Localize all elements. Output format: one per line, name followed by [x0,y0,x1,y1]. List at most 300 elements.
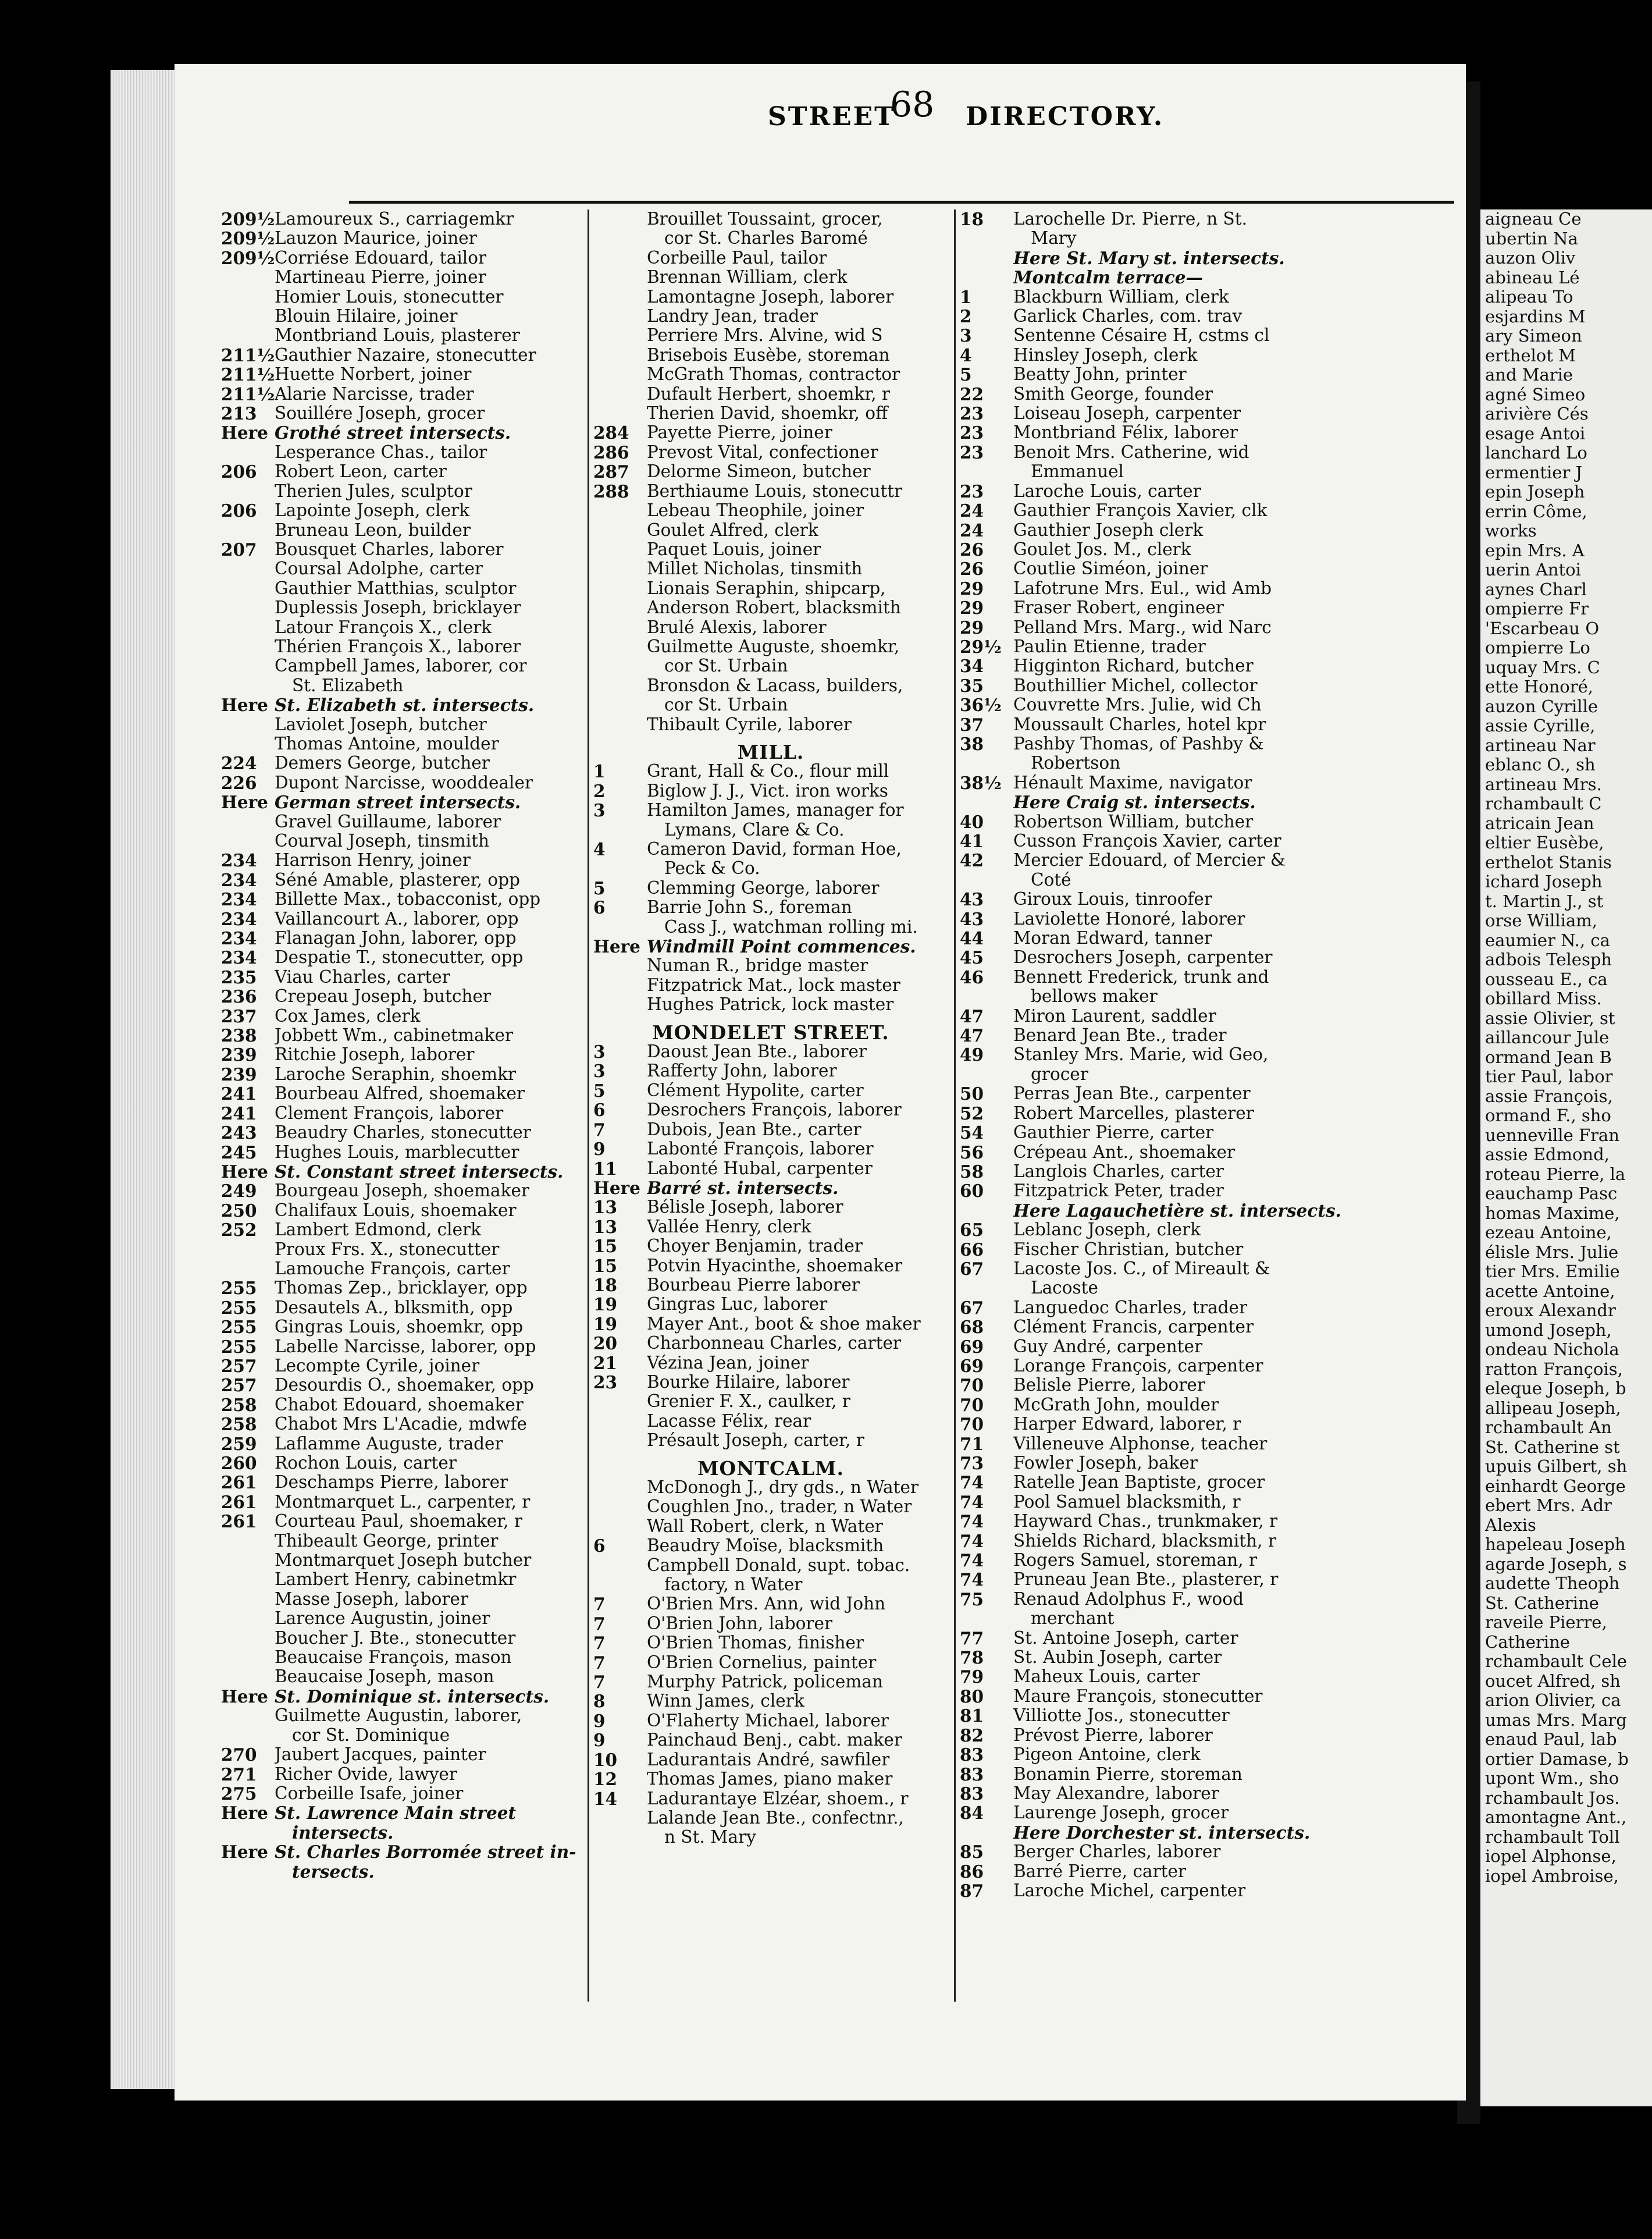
house-number [593,637,647,656]
entry-text: MILL. [737,742,804,762]
opposite-page-line: artineau Mrs. [1485,774,1602,794]
entry-text: cor St. Urbain [664,695,788,715]
directory-entry [593,1314,948,1334]
opposite-page-line: umas Mrs. Marg [1485,1710,1627,1730]
entry-text: Présault Joseph, carter, r [647,1431,864,1451]
directory-entry [221,1395,582,1415]
entry-text: Here St. Mary st. intersects. [1013,248,1285,268]
directory-entry [960,1181,1460,1200]
intersection-note [221,1862,582,1881]
directory-entry [593,1478,948,1497]
directory-entry [221,598,582,617]
house-number: 260 [221,1453,257,1473]
directory-entry [960,326,1460,345]
house-number: 241 [221,1083,257,1104]
directory-entry [221,831,582,851]
directory-entry [960,1784,1460,1803]
house-number: 234 [221,889,257,910]
directory-entry [960,1026,1460,1045]
entry-text: O'Brien John, laborer [647,1613,833,1633]
house-number: Here [221,1803,268,1824]
house-number [593,1497,647,1516]
house-number: Here [221,1842,268,1863]
opposite-page-line: eblanc O., sh [1485,755,1596,774]
intersection-note [221,1687,582,1706]
directory-entry [221,1317,582,1337]
entry-text: Beaucaise Joseph, mason [275,1667,494,1687]
directory-entry [221,229,582,248]
entry-text: Millet Nicholas, tinsmith [647,559,863,579]
directory-entry [221,268,582,287]
intersection-note [221,792,582,812]
directory-entry [593,1217,948,1236]
entry-text: Bonamin Pierre, storeman [1013,1764,1242,1784]
entry-text: Fitzpatrick Mat., lock master [647,975,900,995]
house-number: 50 [960,1083,984,1104]
directory-entry [960,1531,1460,1551]
directory-entry [593,1100,948,1120]
entry-text: Thérien François X., laborer [275,637,521,656]
entry-text [647,734,948,742]
directory-entry [960,870,1460,890]
house-number [221,1706,275,1725]
directory-entry [593,385,948,404]
directory-entry [593,656,948,676]
entry-text: Beaucaise François, mason [275,1648,512,1668]
house-number [221,1531,275,1551]
house-number: Here [221,792,268,813]
directory-entry [960,909,1460,929]
directory-entry [221,1453,582,1473]
entry-text: Thomas James, piano maker [647,1769,893,1789]
entry-text: Bourke Hilaire, laborer [647,1372,850,1392]
entry-text: Homier Louis, stonecutter [275,287,504,307]
entry-text: Laroche Louis, carter [1013,481,1201,501]
house-number [593,976,647,995]
house-number: 69 [960,1336,984,1357]
house-number [221,1590,275,1609]
directory-entry [960,890,1460,909]
opposite-page-line: assie Edmond, [1485,1145,1610,1164]
house-number: 7 [593,1119,606,1140]
house-number: 2 [960,306,972,327]
directory-entry [960,1337,1460,1356]
entry-text [647,1451,948,1459]
entry-text: Lymans, Clare & Co. [664,820,845,840]
opposite-page-line: upont Wm., sho [1485,1768,1619,1788]
directory-entry [960,1590,1460,1609]
entry-text: St. Dominique st. intersects. [275,1686,550,1707]
house-number [221,637,275,656]
directory-entry [221,1629,582,1648]
house-number: 5 [960,364,972,385]
house-number [593,1517,647,1536]
house-number [593,404,647,423]
house-number: 275 [221,1783,257,1804]
house-number: 22 [960,383,984,404]
directory-entry [221,656,582,676]
entry-text: Montmarquet Joseph butcher [275,1551,532,1570]
house-number [221,482,275,501]
house-number [221,1862,275,1881]
opposite-page-line: artineau Nar [1485,735,1596,755]
entry-text: Giroux Louis, tinroofer [1013,890,1212,909]
entry-text: Crepeau Joseph, butcher [275,987,492,1007]
entry-text: Desautels A., blksmith, opp [275,1298,513,1317]
entry-text: Laurenge Joseph, grocer [1013,1803,1229,1823]
opposite-page-line: lanchard Lo [1485,443,1587,463]
house-number: 42 [960,850,984,871]
house-number [221,715,275,734]
opposite-page-line: errin Côme, [1485,501,1587,521]
entry-text: Bousquet Charles, laborer [275,539,504,559]
house-number: 1 [960,286,972,307]
directory-entry [960,1084,1460,1103]
house-number: 18 [960,209,984,229]
entry-text: Mary [1031,229,1077,248]
directory-entry [593,676,948,695]
directory-entry [960,948,1460,967]
entry-text: Paquet Louis, joiner [647,539,821,559]
opposite-page-line: esjardins M [1485,306,1586,326]
entry-text: Stanley Mrs. Marie, wid Geo, [1013,1045,1269,1065]
entry-text: Billette Max., tobacconist, opp [275,890,541,909]
entry-text: Goulet Alfred, clerk [647,520,818,540]
entry-text: Thomas Antoine, moulder [275,734,499,754]
house-number [221,734,275,754]
directory-entry [593,1015,948,1023]
house-number: 1 [593,761,606,782]
entry-text: Here Dorchester st. intersects. [1013,1822,1311,1843]
entry-text: grocer [1031,1064,1088,1084]
directory-entry [593,801,948,820]
house-number [960,1823,1013,1842]
directory-entry [593,995,948,1014]
entry-text: Richer Ovide, lawyer [275,1764,457,1784]
directory-entry [960,1842,1460,1861]
house-number [593,540,647,559]
opposite-page-line: erthelot M [1485,345,1576,365]
entry-text: Prévost Pierre, laborer [1013,1725,1213,1745]
house-number: 29 [960,598,984,619]
entry-text: Bronsdon & Lacass, builders, [647,676,903,695]
directory-entry [593,840,948,859]
house-number [593,365,647,384]
house-number: 35 [960,675,984,696]
directory-entry [960,598,1460,617]
house-number: 24 [960,520,984,541]
directory-entry [593,1236,948,1256]
house-number: 257 [221,1355,257,1376]
entry-text: Montbriand Louis, plasterer [275,326,520,346]
entry-text: Miron Laurent, saddler [1013,1006,1216,1026]
house-number: 82 [960,1725,984,1746]
entry-text: Harper Edward, laborer, r [1013,1415,1241,1434]
entry-text: German street intersects. [275,792,521,812]
house-number: 235 [221,966,257,987]
opposite-page-line: tier Mrs. Emilie [1485,1261,1620,1281]
directory-entry [960,540,1460,559]
header-right-word: DIRECTORY. [966,102,1165,132]
entry-text: Loiseau Joseph, carpenter [1013,404,1241,424]
house-number: Here [221,1686,268,1707]
entry-text: Alarie Narcisse, trader [275,384,474,404]
directory-entry [593,1353,948,1373]
directory-entry [960,754,1460,773]
column-divider [954,209,956,2002]
house-number [593,268,647,287]
entry-text: Pigeon Antoine, clerk [1013,1745,1201,1765]
entry-text: cor St. Urbain [664,656,788,676]
house-number: 58 [960,1161,984,1182]
house-number: 12 [593,1769,618,1790]
house-number [593,1451,647,1459]
house-number [221,443,275,462]
entry-text: Corbeille Isafe, joiner [275,1783,464,1803]
entry-text: Vallée Henry, clerk [647,1217,811,1236]
house-number: 234 [221,850,257,871]
entry-text: Gingras Luc, laborer [647,1295,828,1314]
house-number: 211½ [221,364,275,385]
house-number: 23 [960,403,984,424]
entry-text: Larence Augustin, joiner [275,1609,490,1629]
directory-entry [221,715,582,734]
entry-text: Larochelle Dr. Pierre, n St. [1013,209,1247,229]
entry-text: Moussault Charles, hotel kpr [1013,715,1266,734]
opposite-page-line: raveile Pierre, [1485,1612,1607,1632]
directory-entry [221,1512,582,1531]
entry-text: St. Antoine Joseph, carter [1013,1628,1238,1648]
entry-text: Moran Edward, tanner [1013,929,1213,948]
house-number [593,326,647,345]
directory-entry [960,229,1460,248]
house-number: 2 [593,780,606,801]
house-number: 4 [593,839,606,859]
house-number [960,754,1013,773]
entry-text: Grothé street intersects. [275,423,511,443]
opposite-page-line: ermentier J [1485,462,1583,482]
house-number: 47 [960,1025,984,1046]
directory-entry [221,1726,582,1745]
house-number [593,820,647,840]
house-number: 288 [593,481,629,502]
house-number [221,579,275,598]
house-number: 255 [221,1278,257,1299]
directory-entry [593,209,948,229]
header-left-word: STREET [768,102,895,132]
directory-entry [593,1769,948,1789]
house-number: 36½ [960,695,1002,716]
entry-text: Coursal Adolphe, carter [275,559,483,579]
opposite-page-line: oucet Alfred, sh [1485,1671,1621,1691]
house-number [593,676,647,695]
entry-text: Lesperance Chas., tailor [275,442,487,462]
house-number [221,1240,275,1259]
directory-entry [221,870,582,890]
entry-text: Brennan William, clerk [647,268,848,287]
directory-entry [221,1201,582,1220]
directory-entry [221,307,582,326]
entry-text: Brisebois Eusèbe, storeman [647,345,890,365]
opposite-page-line: uerin Antoi [1485,560,1581,580]
house-number: 68 [960,1317,984,1338]
entry-text: St. Constant street intersects. [275,1161,564,1182]
house-number: 43 [960,889,984,910]
entry-text: Desrochers Joseph, carpenter [1013,948,1273,968]
intersection-note [960,268,1460,287]
directory-entry [960,1007,1460,1026]
house-number: 74 [960,1530,984,1551]
entry-text: Fowler Joseph, baker [1013,1453,1198,1473]
entry-text: Numan R., bridge master [647,956,868,976]
entry-text: Lionais Seraphin, shipcarp, [647,578,886,598]
house-number: 70 [960,1394,984,1415]
entry-text: Perras Jean Bte., carpenter [1013,1084,1251,1104]
intersection-note [221,423,582,442]
entry-text: Chalifaux Louis, shoemaker [275,1200,517,1220]
directory-entry [960,1143,1460,1162]
entry-text [647,1015,948,1023]
page-header [593,84,1454,143]
entry-text: Despatie T., stonecutter, opp [275,948,524,968]
entry-text: Gauthier Matthias, sculptor [275,578,517,598]
entry-text: Laroche Seraphin, shoemkr [275,1064,517,1084]
directory-entry [960,1667,1460,1686]
directory-entry [593,404,948,423]
directory-entry [960,773,1460,792]
house-number: 19 [593,1313,618,1334]
house-number: 18 [593,1274,618,1295]
opposite-page-line: rchambault Toll [1485,1826,1620,1847]
entry-text: Labonté François, laborer [647,1139,874,1159]
entry-text: Vézina Jean, joiner [647,1353,809,1373]
page-number: 68 [890,84,935,125]
entry-text: n St. Mary [664,1828,756,1847]
directory-entry [960,1745,1460,1764]
directory-entry [221,346,582,365]
house-number: 206 [221,461,257,482]
entry-text: Emmanuel [1031,462,1124,482]
directory-entry [593,1653,948,1672]
entry-text: Biglow J. J., Vict. iron works [647,781,888,801]
entry-text: Maure François, stonecutter [1013,1686,1263,1706]
entry-text: Coté [1031,870,1071,890]
directory-entry [593,1594,948,1613]
house-number: 250 [221,1200,257,1221]
directory-entry [221,1492,582,1512]
entry-text: Thomas Zep., bricklayer, opp [275,1278,528,1298]
directory-entry [960,1104,1460,1123]
entry-text: MONTCALM. [697,1458,845,1478]
directory-entry [960,1687,1460,1706]
entry-text: Rafferty John, laborer [647,1061,837,1081]
opposite-page-line: einhardt George [1485,1476,1626,1496]
directory-entry [593,879,948,898]
entry-text: Langlois Charles, carter [1013,1161,1224,1181]
intersection-note [221,1803,582,1822]
house-number: 239 [221,1044,257,1065]
directory-entry [221,521,582,540]
house-number [593,918,647,937]
directory-entry [221,365,582,384]
entry-text: Viau Charles, carter [275,967,450,987]
house-number: 286 [593,442,629,463]
street-heading [593,1459,948,1478]
directory-entry [593,559,948,578]
entry-text: Pruneau Jean Bte., plasterer, r [1013,1570,1279,1590]
house-number: 5 [593,877,606,898]
opposite-page-line: ondeau Nichola [1485,1339,1619,1359]
opposite-page-line: rchambault C [1485,794,1602,813]
house-number [221,1629,275,1648]
house-number [593,715,647,734]
directory-entry [960,1570,1460,1589]
entry-text: Delorme Simeon, butcher [647,462,871,482]
house-number [593,521,647,540]
opposite-page-line: ubertin Na [1485,228,1578,248]
house-number [593,598,647,617]
entry-text: Lecompte Cyrile, joiner [275,1356,480,1376]
directory-entry [593,326,948,345]
opposite-page-line: ortier Damase, b [1485,1748,1629,1769]
house-number: 257 [221,1375,257,1396]
entry-text: Villiotte Jos., stonecutter [1013,1706,1230,1726]
house-number: 9 [593,1710,606,1731]
house-number: 7 [593,1672,606,1693]
opposite-page-line: 'Escarbeau O [1485,618,1600,638]
entry-text: intersects. [292,1822,394,1843]
intersection-note [593,1178,948,1197]
house-number: 7 [593,1594,606,1615]
directory-entry [221,1259,582,1278]
house-number: 206 [221,500,257,521]
house-number: 7 [593,1652,606,1673]
house-number: 7 [593,1613,606,1634]
house-number [221,268,275,287]
entry-text: Clément Francis, carpenter [1013,1317,1254,1337]
house-number: 65 [960,1220,984,1241]
directory-entry [960,831,1460,851]
entry-text: Hayward Chas., trunkmaker, r [1013,1512,1278,1531]
directory-entry [221,501,582,520]
directory-entry [221,1143,582,1162]
house-number: 38½ [960,772,1002,793]
directory-entry [960,1240,1460,1259]
directory-entry [221,851,582,870]
directory-entry [221,209,582,229]
entry-text: Lambert Edmond, clerk [275,1220,482,1240]
opposite-page-line: enaud Paul, lab [1485,1729,1617,1749]
entry-text: Dupont Narcisse, wooddealer [275,773,533,792]
directory-entry [221,287,582,307]
directory-entry [593,976,948,995]
house-number [221,1551,275,1570]
house-number [221,326,275,345]
house-number: 234 [221,947,257,968]
entry-text: May Alexandre, laborer [1013,1783,1219,1803]
directory-entry [593,820,948,840]
house-number: 34 [960,656,984,677]
entry-text: Lauzon Maurice, joiner [275,229,477,248]
directory-entry [960,1629,1460,1648]
house-number: 52 [960,1103,984,1124]
house-number: 40 [960,811,984,832]
entry-text: Labonté Hubal, carpenter [647,1158,873,1178]
house-number: 243 [221,1122,257,1143]
directory-entry [593,1691,948,1711]
house-number: 19 [593,1294,618,1315]
entry-text: Couvrette Mrs. Julie, wid Ch [1013,695,1262,715]
